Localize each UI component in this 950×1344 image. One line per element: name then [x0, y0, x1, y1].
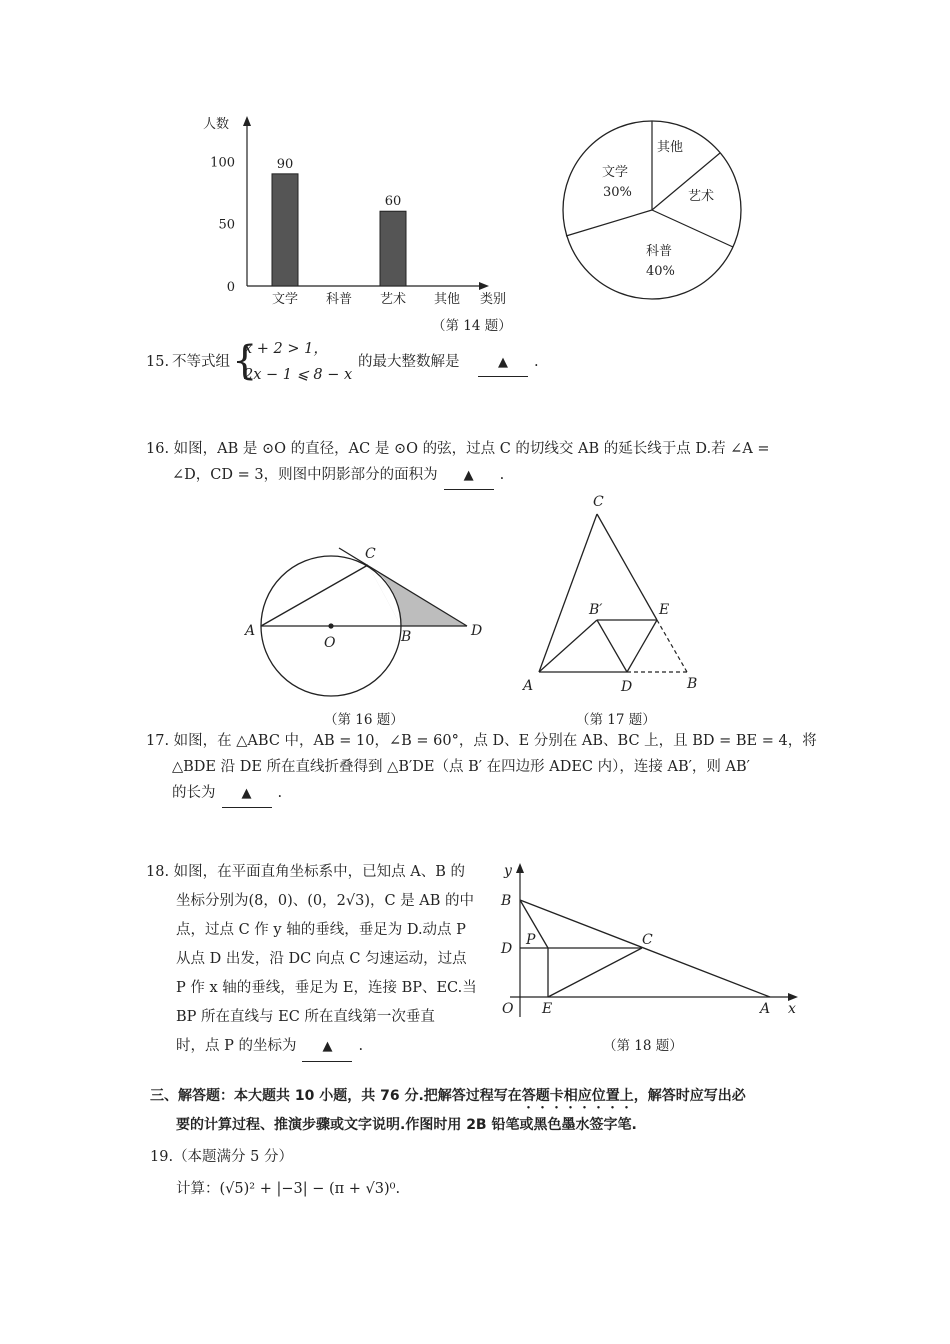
q14-caption: （第 14 题） [432, 318, 512, 334]
q17-label-c: C [593, 494, 604, 510]
q15-brace: { [232, 338, 258, 384]
q17-line3: 的长为 [172, 785, 216, 801]
q17-a-bp [539, 620, 597, 672]
q15-prefix: 不等式组 [172, 354, 230, 370]
pie-label-qita: 其他 [657, 140, 684, 155]
bar-ylabel: 人数 [203, 117, 230, 132]
q18-line-1: 坐标分别为(8，0)、(0，2√3)，C 是 AB 的中 [176, 893, 475, 909]
q17-number: 17. [146, 733, 170, 749]
q18-line-5: BP 所在直线与 EC 所在直线第一次垂直 [176, 1009, 435, 1025]
q16-line1: 如图，AB 是 ⊙O 的直径，AC 是 ⊙O 的弦，过点 C 的切线交 AB 的延长线于点 D.若 ∠A = [173, 441, 770, 457]
q18-line-4: P 作 x 轴的垂线，垂足为 E，连接 BP、EC.当 [176, 980, 477, 996]
q17-figure [515, 490, 715, 700]
pie-label-yishu: 艺术 [688, 189, 715, 204]
pie-percent-wenxue: 30% [603, 185, 632, 200]
q19-block [150, 1144, 830, 1202]
q15-block [146, 336, 826, 388]
q17-label-e: E [659, 602, 670, 618]
q18-answer-mark: ▲ [322, 1039, 333, 1054]
q17-side-ac [539, 514, 597, 672]
q19-expression: 计算：(√5)² + |−3| − (π + √3)⁰. [176, 1181, 401, 1197]
q18-label-d: D [501, 941, 513, 957]
bar-y-arrow [243, 116, 251, 126]
q18-end: . [358, 1038, 364, 1054]
q17-label-bp: B′ [589, 602, 603, 618]
q18-label-c: C [642, 932, 653, 948]
bar-category-label: 艺术 [379, 292, 407, 307]
bar-x-arrow [479, 282, 489, 290]
q17-line2: △BDE 沿 DE 所在直线折叠得到 △B′DE（点 B′ 在四边形 ADEC 内），连接 AB′，则 AB′ [172, 759, 750, 775]
section3-heading [150, 1083, 830, 1138]
bar-category-label: 科普 [325, 292, 353, 307]
q16-answer-blank[interactable] [444, 462, 494, 490]
section3-part1: 三、解答题：本大题共 10 小题，共 76 分.把解答过程写在 [150, 1088, 522, 1104]
q17-label-d: D [621, 679, 633, 695]
bar-ytick-label: 100 [210, 155, 235, 171]
q16-line2: ∠D，CD = 3，则图中阴影部分的面积为 [172, 467, 438, 483]
q16-text [146, 436, 826, 490]
q17-answer-blank[interactable] [222, 780, 272, 808]
q17-fold-de [627, 620, 657, 672]
q18-figure [492, 855, 812, 1030]
q18-label-x: x [788, 1001, 796, 1017]
q18-number: 18. [146, 864, 170, 880]
q18-line-2: 点，过点 C 作 y 轴的垂线，垂足为 D.动点 P [176, 922, 466, 938]
section3-emphasis: 答题卡相应位置上 [521, 1088, 634, 1104]
q16-label-d: D [471, 623, 483, 639]
q18-caption: （第 18 题） [603, 1038, 683, 1054]
q18-line-6: 时，点 P 的坐标为 [176, 1038, 297, 1054]
q18-label-a: A [760, 1001, 771, 1017]
pie-label-wenxue: 文学 [602, 165, 629, 180]
q15-line2: 2x − 1 ⩽ 8 − x [244, 367, 353, 383]
bar-ytick-label: 50 [218, 217, 235, 233]
q16-answer-mark: ▲ [463, 468, 474, 483]
bar-xlabel: 类别 [480, 292, 507, 307]
q16-label-c: C [365, 546, 376, 562]
q18-label-y: y [504, 863, 512, 879]
q17-label-b: B [687, 676, 698, 692]
q18-label-e: E [542, 1001, 553, 1017]
q17-caption: （第 17 题） [576, 712, 656, 728]
q15-line1: x + 2 > 1， [244, 341, 328, 357]
q19-title: （本题满分 5 分） [173, 1149, 294, 1165]
q17-dashed-eb [657, 620, 687, 672]
bar-mark [380, 211, 406, 286]
q14-pie-chart [560, 118, 745, 303]
q16-chord-ac [261, 565, 368, 626]
q16-center-dot [328, 623, 333, 628]
q17-bp-d [597, 620, 627, 672]
section3-part2: ，解答时应写出必 [633, 1088, 746, 1104]
q15-answer-blank[interactable] [478, 349, 528, 377]
q18-x-arrow [788, 993, 798, 1001]
pie-percent-kepu: 40% [646, 264, 675, 279]
q17-side-ce [597, 514, 657, 620]
q18-line-ec [548, 948, 642, 997]
q18-text [146, 858, 491, 1062]
bar-value-label: 90 [276, 156, 294, 172]
q17-end: . [277, 785, 283, 801]
q15-answer-mark: ▲ [498, 355, 508, 370]
q15-end: . [534, 354, 539, 370]
q18-label-o: O [502, 1001, 514, 1017]
q16-label-a: A [245, 623, 256, 639]
q18-label-b: B [501, 893, 512, 909]
q18-label-p: P [526, 932, 536, 948]
q14-bar-chart [195, 108, 525, 313]
bar-value-label: 60 [384, 194, 402, 210]
pie-label-kepu: 科普 [646, 244, 673, 259]
q16-number: 16. [146, 441, 170, 457]
q19-number: 19. [150, 1149, 174, 1165]
q18-line-0: 如图，在平面直角坐标系中，已知点 A、B 的 [173, 864, 466, 880]
bar-category-label: 其他 [433, 292, 461, 307]
q16-figure [235, 540, 500, 715]
q18-line-3: 从点 D 出发，沿 DC 向点 C 匀速运动，过点 [176, 951, 467, 967]
q15-suffix: 的最大整数解是 [358, 354, 460, 370]
q17-answer-mark: ▲ [241, 786, 252, 801]
q18-y-arrow [516, 863, 524, 873]
q16-label-o: O [324, 635, 336, 651]
q17-label-a: A [523, 678, 534, 694]
bar-ytick-label: 0 [226, 280, 235, 295]
q17-line1: 如图，在 △ABC 中，AB = 10，∠B = 60°，点 D、E 分别在 AB、BC 上，且 BD = BE = 4，将 [173, 733, 817, 749]
q17-text [146, 728, 826, 808]
q15-number: 15. [146, 354, 170, 370]
section3-line2: 要的计算过程、推演步骤或文字说明.作图时用 2B 铅笔或黑色墨水签字笔. [176, 1117, 637, 1133]
q16-label-b: B [401, 629, 412, 645]
bar-mark [272, 174, 298, 286]
q18-answer-blank[interactable] [302, 1032, 352, 1062]
bar-category-label: 文学 [271, 292, 299, 307]
q16-end: . [499, 467, 505, 483]
q16-caption: （第 16 题） [324, 712, 404, 728]
